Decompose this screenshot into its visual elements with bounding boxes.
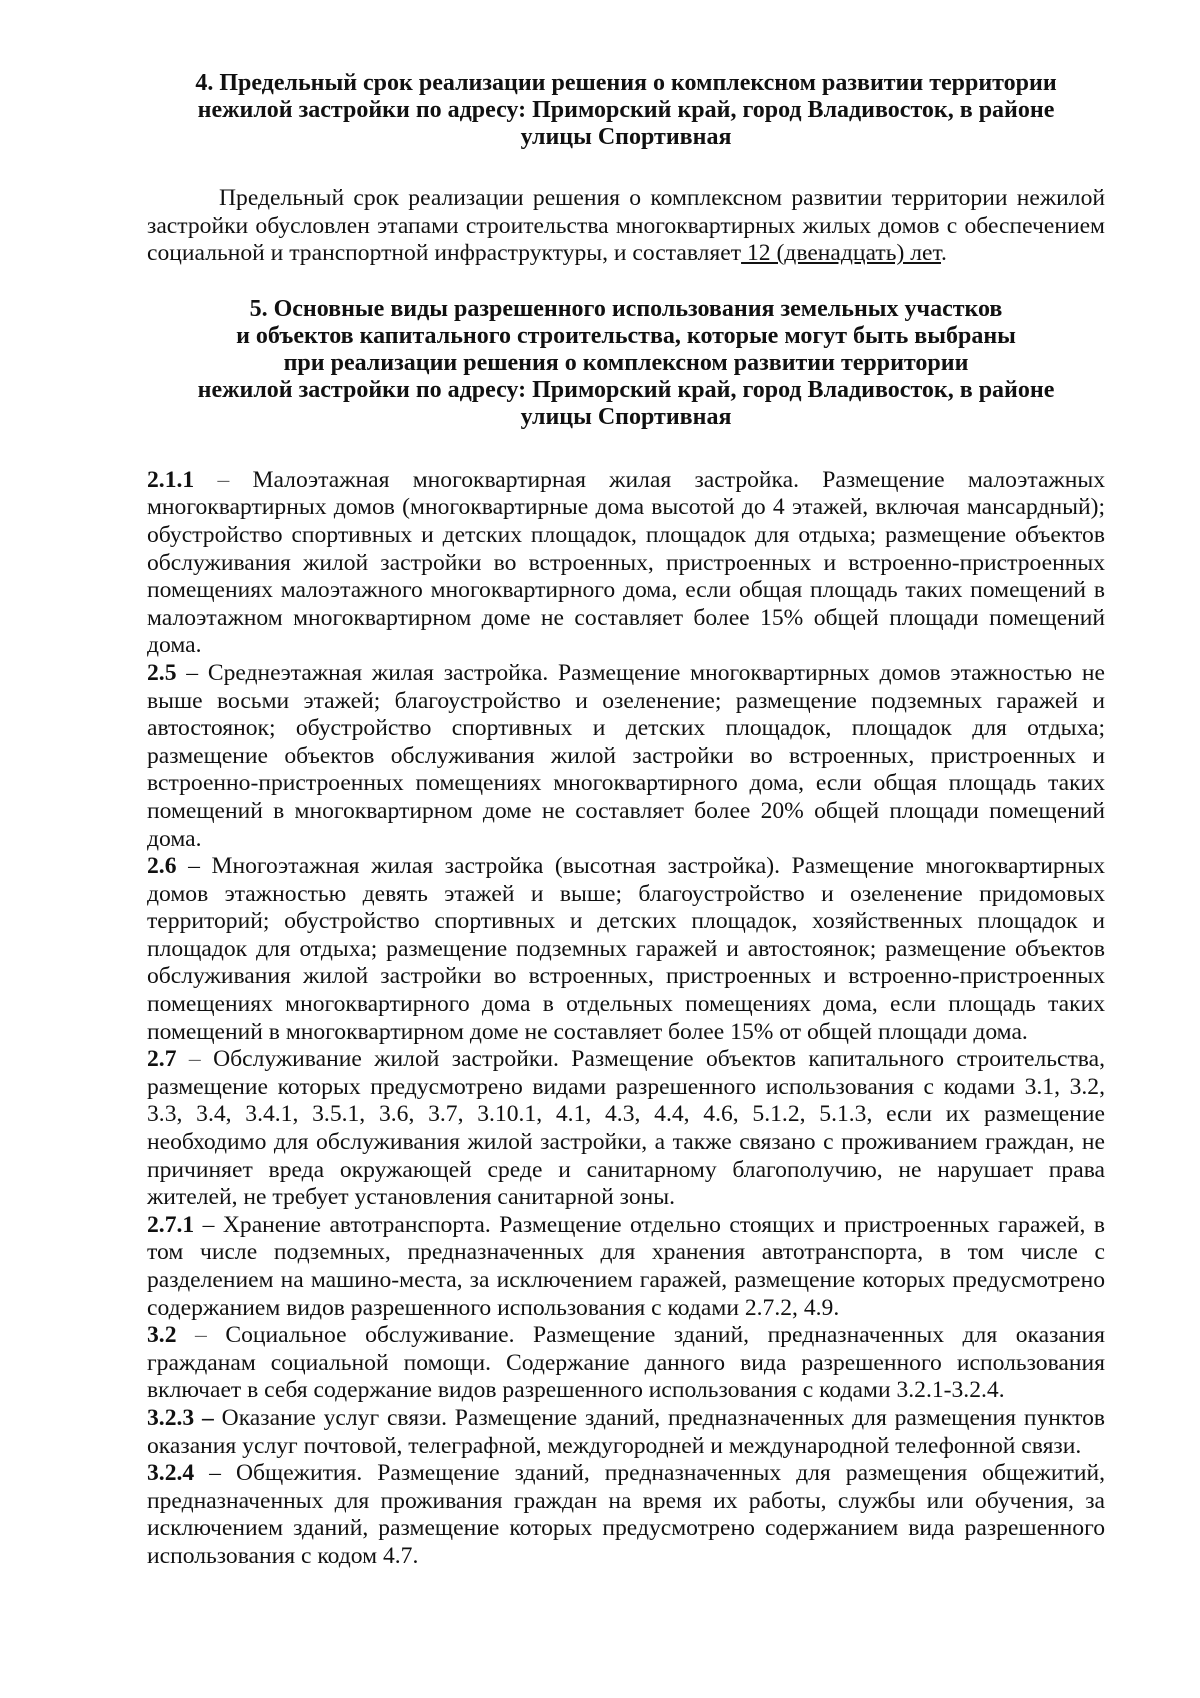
land-use-item-2-1-1 (147, 467, 1105, 660)
land-use-description: Обслуживание жилой застройки. Размещение объектов капитального строительства, размещение которых предусмотрено видами разрешенного использования с кодами 3.1, 3.2, 3.3, 3.4, 3.4.1, 3.5.1, 3.6, 3.7, 3.10.1, 4.1, 4.3, 4.4, 4.6, 5.1.2, 5.1.3, если их размещение необходимо для обслуживания жилой застройки, а также связано с проживанием граждан, не причиняет вреда окружающей среде и санитарному благополучию, не нарушает права жителей, не требует установления санитарной зоны. (147, 1046, 1105, 1211)
deadline-value: 12 (двенадцать) лет (741, 240, 941, 267)
land-use-description: Малоэтажная многоквартирная жилая застройка. Размещение малоэтажных многоквартирных домов (многоквартирные дома высотой до 4 этажей, включая мансардный); обустройство спортивных и детских площадок, площадок для отдыха; размещение объектов обслуживания жилой застройки во встроенных, пристроенных и встроенно-пристроенных помещениях малоэтажного многоквартирного дома, если общая площадь таких помещений в малоэтажном многоквартирном доме не составляет более 15% общей площади помещений дома. (147, 466, 1105, 659)
land-use-dash: – (194, 1211, 223, 1238)
section-4-heading (147, 70, 1105, 151)
land-use-item-3-2-4 (147, 1460, 1105, 1570)
section-5-heading (147, 296, 1105, 431)
land-use-description: Хранение автотранспорта. Размещение отдельно стоящих и пристроенных гаражей, в том числе подземных, предназначенных для хранения автотранспорта, в том числе с разделением на машино-места, за исключением гаражей, размещение которых предусмотрено содержанием видов разрешенного использования с кодами 2.7.2, 4.9. (147, 1211, 1105, 1321)
heading-line: улицы Спортивная (520, 124, 732, 150)
land-use-list (147, 467, 1105, 1571)
heading-line: 4. Предельный срок реализации решения о комплексном развитии территории (195, 70, 1057, 96)
land-use-dash: – (194, 1460, 236, 1487)
land-use-dash: – (194, 1404, 222, 1431)
land-use-description: Оказание услуг связи. Размещение зданий, предназначенных для размещения пунктов оказания услуг почтовой, телеграфной, междугородней и международной телефонной связи. (147, 1404, 1106, 1459)
section-4-paragraph (147, 185, 1105, 268)
land-use-description: Многоэтажная жилая застройка (высотная застройка). Размещение многоквартирных домов этажностью девять этажей и выше; благоустройство и озеленение придомовых территорий; обустройство спортивных и детских площадок, хозяйственных площадок и площадок для отдыха; размещение подземных гаражей и автостоянок; размещение объектов обслуживания жилой застройки во встроенных, пристроенных и встроенно-пристроенных помещениях многоквартирного дома в отдельных помещениях дома, если площадь таких помещений в многоквартирном доме не составляет более 15% от общей площади дома. (147, 853, 1106, 1045)
deadline-period: . (941, 240, 947, 267)
land-use-item-3-2-3 (147, 1405, 1105, 1460)
land-use-dash: – (176, 1046, 214, 1073)
land-use-code: 3.2 (147, 1322, 177, 1349)
heading-line: при реализации решения о комплексном развитии территории (283, 349, 969, 376)
land-use-code: 3.2.4 (147, 1460, 195, 1487)
land-use-description: Общежития. Размещение зданий, предназначенных для размещения общежитий, предназначенных для проживания граждан на время их работы, службы или обучения, за исключением зданий, размещение которых предусмотрено содержанием вида разрешенного использования с кодом 4.7. (147, 1460, 1106, 1569)
land-use-description: Среднеэтажная жилая застройка. Размещение многоквартирных домов этажностью не выше восьми этажей; благоустройство и озеленение; размещение подземных гаражей и автостоянок; обустройство спортивных и детских площадок, площадок для отдыха; размещение объектов обслуживания жилой застройки во встроенных, пристроенных и встроенно-пристроенных помещениях многоквартирного дома, если общая площадь таких помещений в многоквартирном доме не составляет более 20% общей площади помещений дома. (147, 659, 1105, 852)
land-use-dash: – (176, 853, 212, 880)
heading-line: и объектов капитального строительства, которые могут быть выбраны (236, 322, 1016, 349)
document-page (147, 70, 1105, 1571)
land-use-dash: – (176, 659, 208, 686)
land-use-code: 3.2.3 (147, 1404, 195, 1431)
land-use-dash: – (194, 466, 253, 493)
deadline-text: Предельный срок реализации решения о комплексном развитии территории нежилой застройки обусловлен этапами строительства многоквартирных жилых домов с обеспечением социальной и транспортной инфраструктуры, и составляет (147, 185, 1105, 267)
land-use-code: 2.7 (147, 1046, 177, 1073)
land-use-code: 2.5 (147, 659, 177, 686)
land-use-dash: – (176, 1322, 226, 1349)
land-use-item-2-5 (147, 660, 1105, 853)
land-use-code: 2.6 (147, 853, 177, 880)
land-use-item-2-7 (147, 1046, 1105, 1212)
heading-line: нежилой застройки по адресу: Приморский край, город Владивосток, в районе (197, 97, 1055, 123)
land-use-item-2-7-1 (147, 1212, 1105, 1322)
land-use-code: 2.1.1 (147, 466, 195, 493)
land-use-item-3-2 (147, 1322, 1105, 1405)
land-use-description: Социальное обслуживание. Размещение зданий, предназначенных для оказания гражданам социальной помощи. Содержание данного вида разрешенного использования включает в себя содержание видов разрешенного использования с кодами 3.2.1-3.2.4. (147, 1322, 1105, 1404)
land-use-item-2-6 (147, 853, 1105, 1046)
land-use-code: 2.7.1 (147, 1211, 195, 1238)
heading-line: нежилой застройки по адресу: Приморский край, город Владивосток, в районе (197, 376, 1055, 403)
heading-line: 5. Основные виды разрешенного использования земельных участков (249, 295, 1003, 322)
heading-line: улицы Спортивная (520, 403, 732, 430)
